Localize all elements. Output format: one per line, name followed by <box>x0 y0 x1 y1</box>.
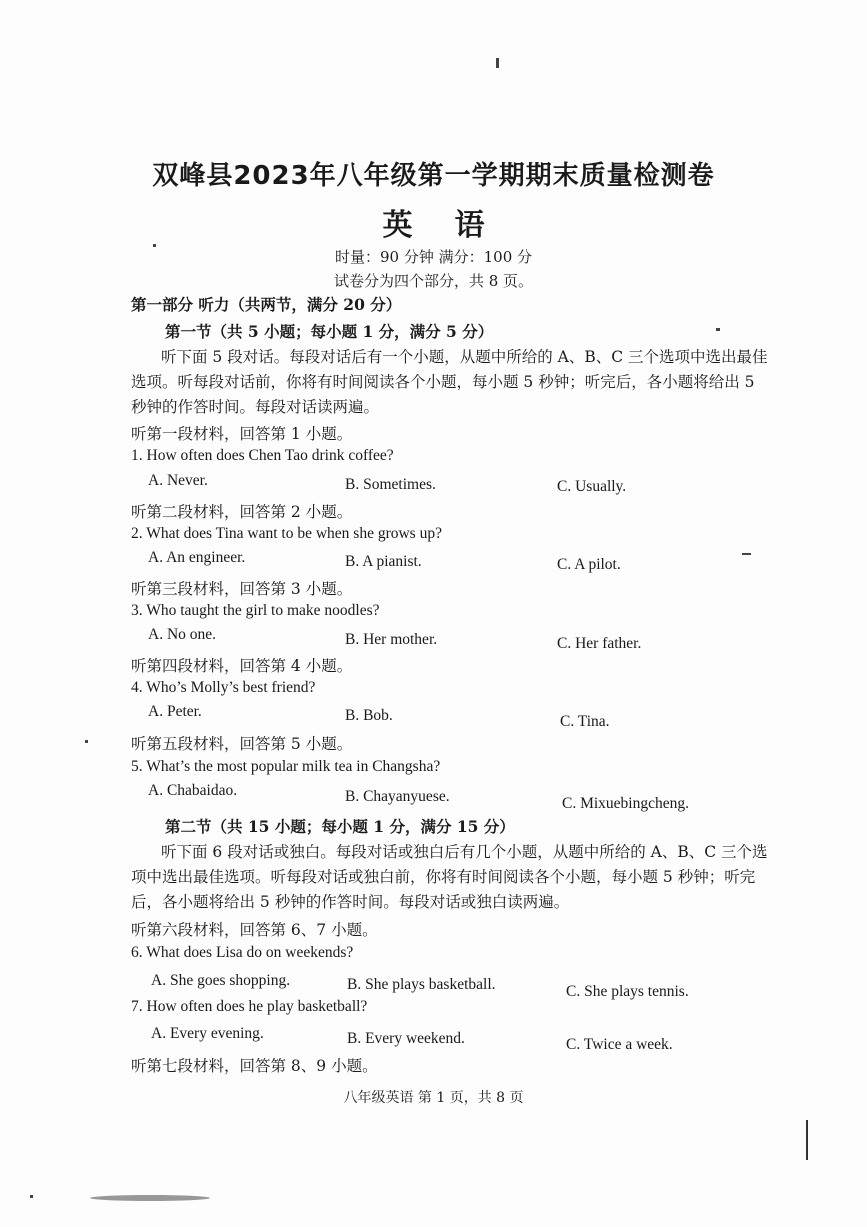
prompt-6: 听第六段材料，回答第 6、7 小题。 <box>131 921 378 939</box>
section2-instructions <box>131 840 771 915</box>
section1-instructions-text: 听下面 5 段对话。每段对话后有一个小题，从题中所给的 A、B、C 三个选项中选出最佳选项。听每段对话前，你将有时间阅读各个小题，每小题 5 秒钟；听完后，各小题将给出 5 秒钟的作答时间。每段对话读两遍。 <box>131 348 768 416</box>
scan-edge-mark <box>806 1120 808 1160</box>
scan-speck <box>30 1195 33 1198</box>
scan-speck <box>716 328 720 331</box>
q3-option-a[interactable]: A. No one. <box>148 626 217 643</box>
question-6: 6. What does Lisa do on weekends? <box>131 944 354 961</box>
q2-option-c[interactable]: C. A pilot. <box>557 556 621 573</box>
prompt-7: 听第七段材料，回答第 8、9 小题。 <box>131 1057 378 1075</box>
question-7: 7. How often does he play basketball? <box>131 998 368 1015</box>
exam-title: 双峰县2023年八年级第一学期期末质量检测卷 <box>152 161 715 191</box>
scan-speck <box>153 244 156 247</box>
scan-speck <box>85 740 88 743</box>
paper-parts-line: 试卷分为四个部分，共 8 页。 <box>333 272 534 290</box>
q1-option-a[interactable]: A. Never. <box>148 472 208 489</box>
q3-option-b[interactable]: B. Her mother. <box>345 631 438 648</box>
q4-option-b[interactable]: B. Bob. <box>345 707 393 724</box>
q7-option-a[interactable]: A. Every evening. <box>151 1025 264 1042</box>
question-2: 2. What does Tina want to be when she grows up? <box>131 525 442 542</box>
prompt-4: 听第四段材料，回答第 4 小题。 <box>131 657 353 675</box>
q5-option-a[interactable]: A. Chabaidao. <box>148 782 238 799</box>
q1-option-b[interactable]: B. Sometimes. <box>345 476 436 493</box>
scan-smudge <box>90 1195 210 1201</box>
scan-speck <box>496 58 499 68</box>
prompt-2: 听第二段材料，回答第 2 小题。 <box>131 503 353 521</box>
q1-option-c[interactable]: C. Usually. <box>557 478 627 495</box>
scan-speck <box>742 553 751 555</box>
part1-heading: 第一部分 听力（共两节，满分 20 分） <box>131 295 402 314</box>
page-footer: 八年级英语 第 1 页，共 8 页 <box>343 1090 524 1106</box>
q4-option-a[interactable]: A. Peter. <box>148 703 202 720</box>
prompt-3: 听第三段材料，回答第 3 小题。 <box>131 580 353 598</box>
q2-option-b[interactable]: B. A pianist. <box>345 553 422 570</box>
section1-instructions <box>131 345 771 420</box>
q6-option-c[interactable]: C. She plays tennis. <box>566 983 689 1000</box>
q6-option-a[interactable]: A. She goes shopping. <box>151 972 291 989</box>
question-1: 1. How often does Chen Tao drink coffee? <box>131 447 394 464</box>
q2-option-a[interactable]: A. An engineer. <box>148 549 246 566</box>
q7-option-b[interactable]: B. Every weekend. <box>347 1030 465 1047</box>
q7-option-c[interactable]: C. Twice a week. <box>566 1036 673 1053</box>
section2-heading: 第二节（共 15 小题；每小题 1 分，满分 15 分） <box>165 817 515 836</box>
q3-option-c[interactable]: C. Her father. <box>557 635 642 652</box>
q6-option-b[interactable]: B. She plays basketball. <box>347 976 496 993</box>
q5-option-b[interactable]: B. Chayanyuese. <box>345 788 450 805</box>
q4-option-c[interactable]: C. Tina. <box>560 713 610 730</box>
section1-heading: 第一节（共 5 小题；每小题 1 分，满分 5 分） <box>165 322 494 341</box>
prompt-1: 听第一段材料，回答第 1 小题。 <box>131 425 353 443</box>
q5-option-c[interactable]: C. Mixuebingcheng. <box>562 795 689 812</box>
question-4: 4. Who’s Molly’s best friend? <box>131 679 316 696</box>
question-3: 3. Who taught the girl to make noodles? <box>131 602 380 619</box>
subject-title: 英语 <box>382 208 527 243</box>
time-score-line: 时量：90 分钟 满分：100 分 <box>334 248 533 266</box>
section2-instructions-text: 听下面 6 段对话或独白。每段对话或独白后有几个小题，从题中所给的 A、B、C 三个选项中选出最佳选项。听每段对话或独白前，你将有时间阅读各个小题，每小题 5 秒钟；听完后，各小题将给出 5 秒钟的作答时间。每段对话或独白读两遍。 <box>131 843 768 911</box>
prompt-5: 听第五段材料，回答第 5 小题。 <box>131 735 353 753</box>
question-5: 5. What’s the most popular milk tea in Changsha? <box>131 758 441 775</box>
